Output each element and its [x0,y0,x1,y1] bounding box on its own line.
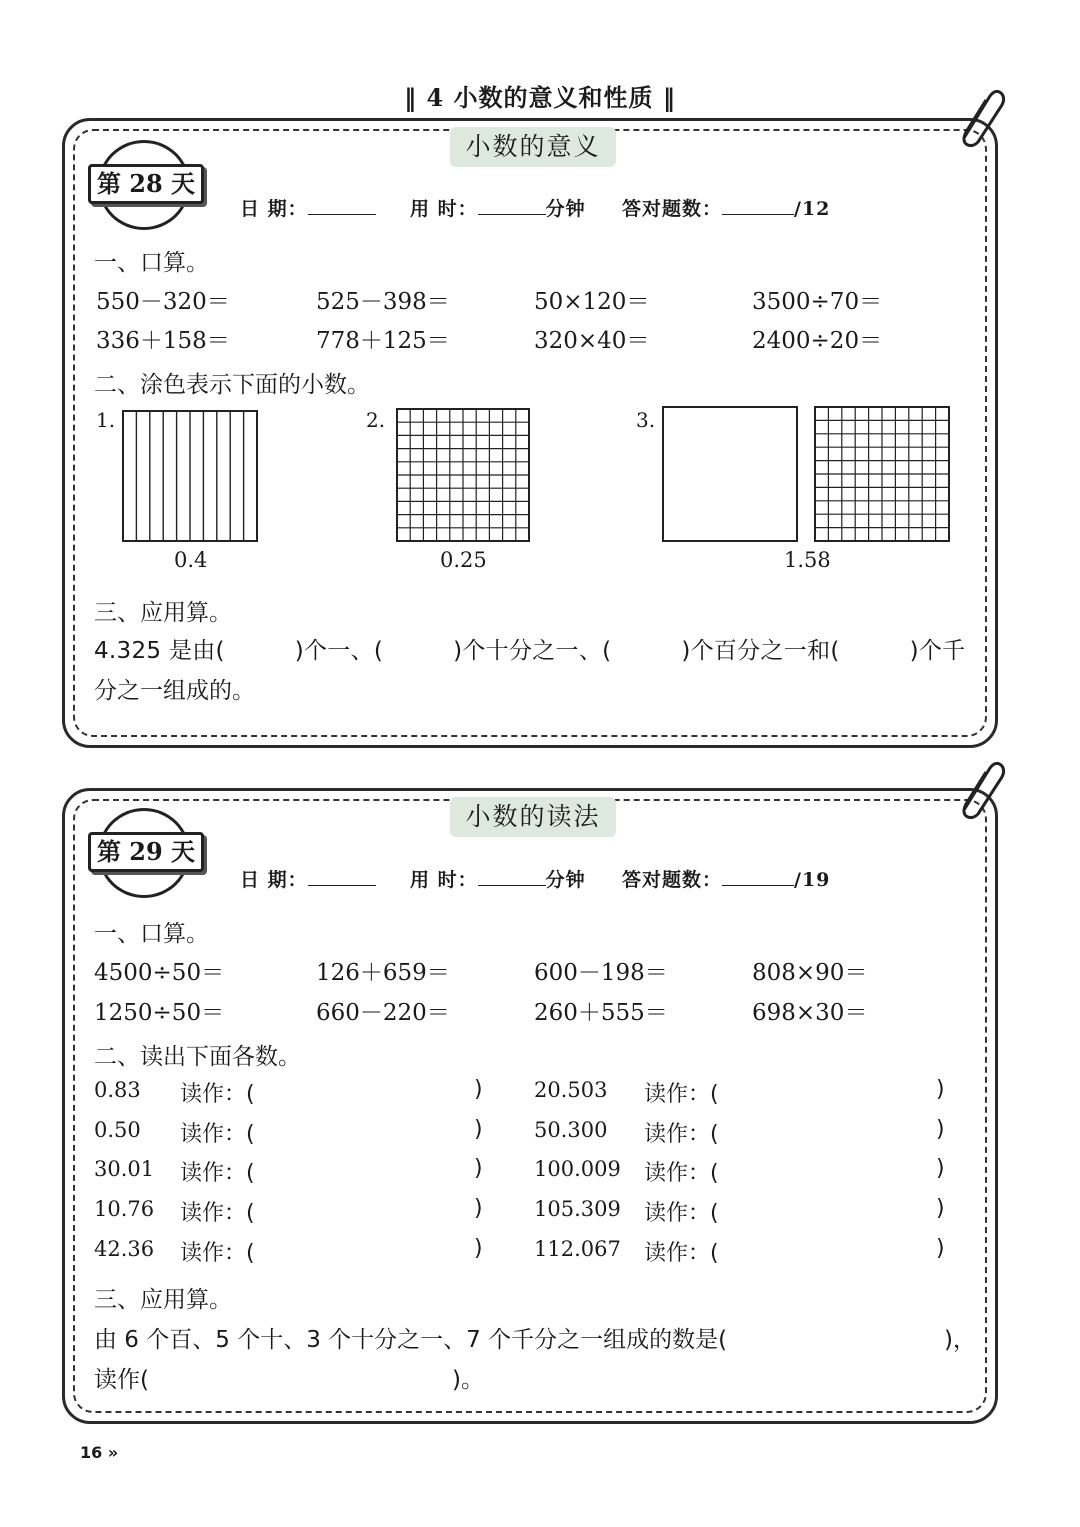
read-as-label: 读作：( [180,1082,255,1107]
answer-close[interactable]: ) [936,1156,945,1181]
application-question-cont: 分之一组成的。 [94,678,255,704]
question-number: 2. [366,408,386,432]
answer-close[interactable]: ) [474,1196,483,1221]
read-as-label: 读作：( [180,1241,255,1266]
calc-item: 808×90＝ [752,960,868,986]
calc-item: 320×40＝ [534,328,650,354]
reading-number: 105.309 [534,1197,621,1221]
calc-item: 778＋125＝ [316,328,450,354]
section-application: 三、应用算。 [94,600,232,626]
answer-close[interactable]: ) [474,1236,483,1261]
application-question: 由 6 个百、5 个十、3 个十分之一、7 个千分之一组成的数是( [94,1327,728,1353]
score-label: 答对题数： [622,198,723,220]
paperclip-icon [950,758,1006,820]
score-label: 答对题数： [622,869,723,891]
calc-item: 550－320＝ [96,289,230,315]
time-blank[interactable] [478,196,546,215]
read-as-label: 读作：( [644,1122,719,1147]
read-as-label: 读作：( [644,1161,719,1186]
reading-number: 30.01 [94,1157,155,1181]
calc-item: 336＋158＝ [96,328,230,354]
paperclip-icon [950,86,1006,148]
hundredths-grid[interactable] [814,406,950,542]
calc-item: 4500÷50＝ [94,960,225,986]
whole-square[interactable] [662,406,798,542]
unit-header: ‖ 4 小数的意义和性质 ‖ [404,83,676,112]
time-unit: 分钟 [545,198,586,220]
calc-item: 600－198＝ [534,960,668,986]
decimal-value: 0.4 [174,548,208,572]
section-mental-math: 一、口算。 [94,921,209,947]
hundredths-grid[interactable] [396,408,530,542]
section-shading: 二、涂色表示下面的小数。 [94,372,370,398]
reading-number: 50.300 [534,1118,608,1142]
calc-item: 1250÷50＝ [94,1000,225,1026]
lesson-tab: 小数的意义 [450,127,616,167]
application-question: 4.325 是由( )个一、( )个十分之一、( )个百分之一和( )个千 [94,638,966,664]
answer-close[interactable]: ) [936,1196,945,1221]
answer-close[interactable]: ) [474,1077,483,1102]
calc-item: 660－220＝ [316,1000,450,1026]
calc-item: 3500÷70＝ [752,289,883,315]
answer-close[interactable]: ) [936,1117,945,1142]
calc-item: 126＋659＝ [316,960,450,986]
question-number: 1. [96,408,116,432]
calc-item: 525－398＝ [316,289,450,315]
time-unit: 分钟 [545,869,586,891]
day-badge [88,140,208,230]
answer-close[interactable]: ) [936,1077,945,1102]
answer-close[interactable]: )。 [452,1367,484,1393]
reading-number: 10.76 [94,1197,155,1221]
time-label: 用 时： [410,198,478,220]
date-blank[interactable] [308,196,376,215]
answer-close[interactable]: ) [474,1156,483,1181]
day-badge [88,808,208,898]
reading-number: 112.067 [534,1237,621,1261]
calc-item: 260＋555＝ [534,1000,668,1026]
read-as-label: 读作：( [180,1122,255,1147]
answer-close[interactable]: )， [944,1327,976,1353]
decimal-value: 0.25 [440,548,487,572]
time-blank[interactable] [478,867,546,886]
reading-number: 0.50 [94,1118,141,1142]
read-as-label: 读作：( [644,1241,719,1266]
calc-item: 50×120＝ [534,289,650,315]
calc-item: 2400÷20＝ [752,328,883,354]
score-total: /12 [794,198,831,220]
reading-number: 42.36 [94,1237,155,1261]
section-mental-math: 一、口算。 [94,250,209,276]
day-number: 第 29 天 [88,832,204,872]
lesson-tab: 小数的读法 [450,797,616,837]
read-as-label: 读作：( [180,1201,255,1226]
day-number: 第 28 天 [88,164,204,204]
reading-number: 100.009 [534,1157,621,1181]
calc-item: 698×30＝ [752,1000,868,1026]
read-as-label: 读作：( [644,1201,719,1226]
date-blank[interactable] [308,867,376,886]
reading-number: 0.83 [94,1078,141,1102]
application-question-cont: 读作( [94,1367,149,1393]
answer-close[interactable]: ) [474,1117,483,1142]
date-label: 日 期： [240,198,308,220]
score-total: /19 [794,869,831,891]
time-label: 用 时： [410,869,478,891]
tenths-strip-grid[interactable] [122,410,258,542]
score-blank[interactable] [722,196,794,215]
question-number: 3. [636,408,656,432]
date-label: 日 期： [240,869,308,891]
decimal-value: 1.58 [784,548,831,572]
read-as-label: 读作：( [180,1161,255,1186]
reading-number: 20.503 [534,1078,608,1102]
read-as-label: 读作：( [644,1082,719,1107]
section-reading: 二、读出下面各数。 [94,1044,301,1070]
score-blank[interactable] [722,867,794,886]
section-application: 三、应用算。 [94,1287,232,1313]
answer-close[interactable]: ) [936,1236,945,1261]
page-number: 16 » [80,1443,119,1462]
